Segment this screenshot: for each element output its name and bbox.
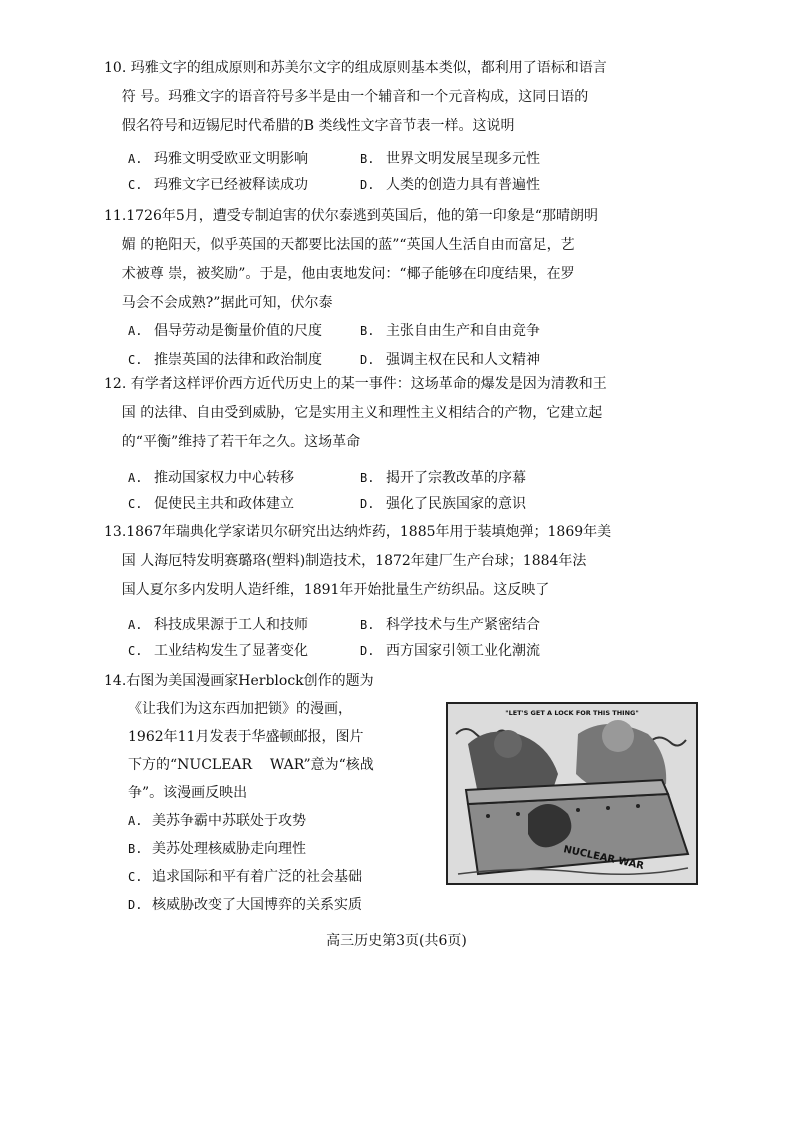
- q13-line: 国人夏尔多内发明人造纤维，1891年开始批量生产纺织品。这反映了: [104, 582, 550, 598]
- q12-options: [128, 465, 592, 517]
- option-c[interactable]: C. 促使民主共和政体建立: [128, 496, 294, 512]
- page-footer: 高三历史第3页(共6页): [326, 933, 467, 949]
- q12-line: 的“平衡”维持了若干年之久。这场革命: [104, 434, 361, 450]
- q11-line: 11.1726年5月，遭受专制迫害的伏尔泰逃到英国后，他的第一印象是“那晴朗明: [104, 208, 598, 224]
- q14-line: 《让我们为这东西加把锁》的漫画，: [128, 701, 352, 717]
- question-14: [104, 667, 404, 919]
- option-d[interactable]: D. 西方国家引领工业化潮流: [360, 643, 540, 659]
- q11-line: 媚 的艳阳天，似乎英国的天都要比法国的蓝”“英国人生活自由而富足，艺: [104, 237, 575, 253]
- q10-line: 10. 玛雅文字的组成原则和苏美尔文字的组成原则基本类似，都利用了语标和语言: [104, 60, 607, 76]
- option-b[interactable]: B. 世界文明发展呈现多元性: [360, 151, 540, 167]
- cartoon-drawing: [448, 704, 696, 883]
- option-a[interactable]: A. 科技成果源于工人和技师: [128, 617, 308, 633]
- q11-options: [128, 318, 592, 373]
- q13-line: 国 人海厄特发明赛璐珞(塑料)制造技术，1872年建厂生产台球；1884年法: [104, 553, 587, 569]
- option-a[interactable]: A. 推动国家权力中心转移: [128, 470, 294, 486]
- q11-line: 术被尊 崇，被奖励”。于是，他由衷地发问：“椰子能够在印度结果，在罗: [104, 266, 575, 282]
- option-a[interactable]: A. 美苏争霸中苏联处于攻势: [128, 813, 306, 829]
- q10-options: [128, 146, 592, 198]
- q12-line: 国 的法律、自由受到威胁，它是实用主义和理性主义相结合的产物，它建立起: [104, 405, 603, 421]
- question-13: [104, 518, 644, 605]
- option-c[interactable]: C. 工业结构发生了显著变化: [128, 643, 308, 659]
- option-b[interactable]: B. 科学技术与生产紧密结合: [360, 617, 540, 633]
- option-b[interactable]: B. 揭开了宗教改革的序幕: [360, 470, 526, 486]
- q14-line: 14.右图为美国漫画家Herblock创作的题为: [104, 673, 374, 689]
- q14-line: 下方的“NUCLEAR WAR”意为“核战: [128, 757, 374, 773]
- question-12: [104, 370, 644, 457]
- cartoon-image: [446, 702, 698, 885]
- option-c[interactable]: C. 玛雅文字已经被释读成功: [128, 177, 308, 193]
- cartoon-caption: "LET'S GET A LOCK FOR THIS THING": [505, 709, 639, 717]
- q10-line: 符 号。玛雅文字的语音符号多半是由一个辅音和一个元音构成，这同日语的: [104, 89, 589, 105]
- cartoon-label: NUCLEAR WAR: [562, 844, 645, 872]
- option-d[interactable]: D. 强调主权在民和人文精神: [360, 352, 540, 368]
- question-11: [104, 202, 644, 318]
- question-10: [104, 54, 644, 141]
- q13-options: [128, 612, 592, 664]
- option-a[interactable]: A. 倡导劳动是衡量价值的尺度: [128, 323, 322, 339]
- q11-line: 马会不会成熟?”据此可知，伏尔泰: [104, 295, 333, 311]
- option-d[interactable]: D. 核威胁改变了大国博弈的关系实质: [128, 897, 362, 913]
- q14-line: 1962年11月发表于华盛顿邮报，图片: [128, 729, 364, 745]
- q12-line: 12. 有学者这样评价西方近代历史上的某一事件：这场革命的爆发是因为清教和王: [104, 376, 607, 392]
- option-c[interactable]: C. 推崇英国的法律和政治制度: [128, 352, 322, 368]
- option-d[interactable]: D. 人类的创造力具有普遍性: [360, 177, 540, 193]
- q13-line: 13.1867年瑞典化学家诺贝尔研究出达纳炸药，1885年用于装填炮弹；1869年美: [104, 524, 612, 540]
- option-d[interactable]: D. 强化了民族国家的意识: [360, 496, 526, 512]
- option-a[interactable]: A. 玛雅文明受欧亚文明影响: [128, 151, 308, 167]
- option-b[interactable]: B. 主张自由生产和自由竞争: [360, 323, 540, 339]
- q10-line: 假名符号和迈锡尼时代希腊的B 类线性文字音节表一样。这说明: [104, 118, 515, 134]
- option-b[interactable]: B. 美苏处理核威胁走向理性: [128, 841, 306, 857]
- option-c[interactable]: C. 追求国际和平有着广泛的社会基础: [128, 869, 362, 885]
- q14-line: 争”。该漫画反映出: [128, 785, 248, 801]
